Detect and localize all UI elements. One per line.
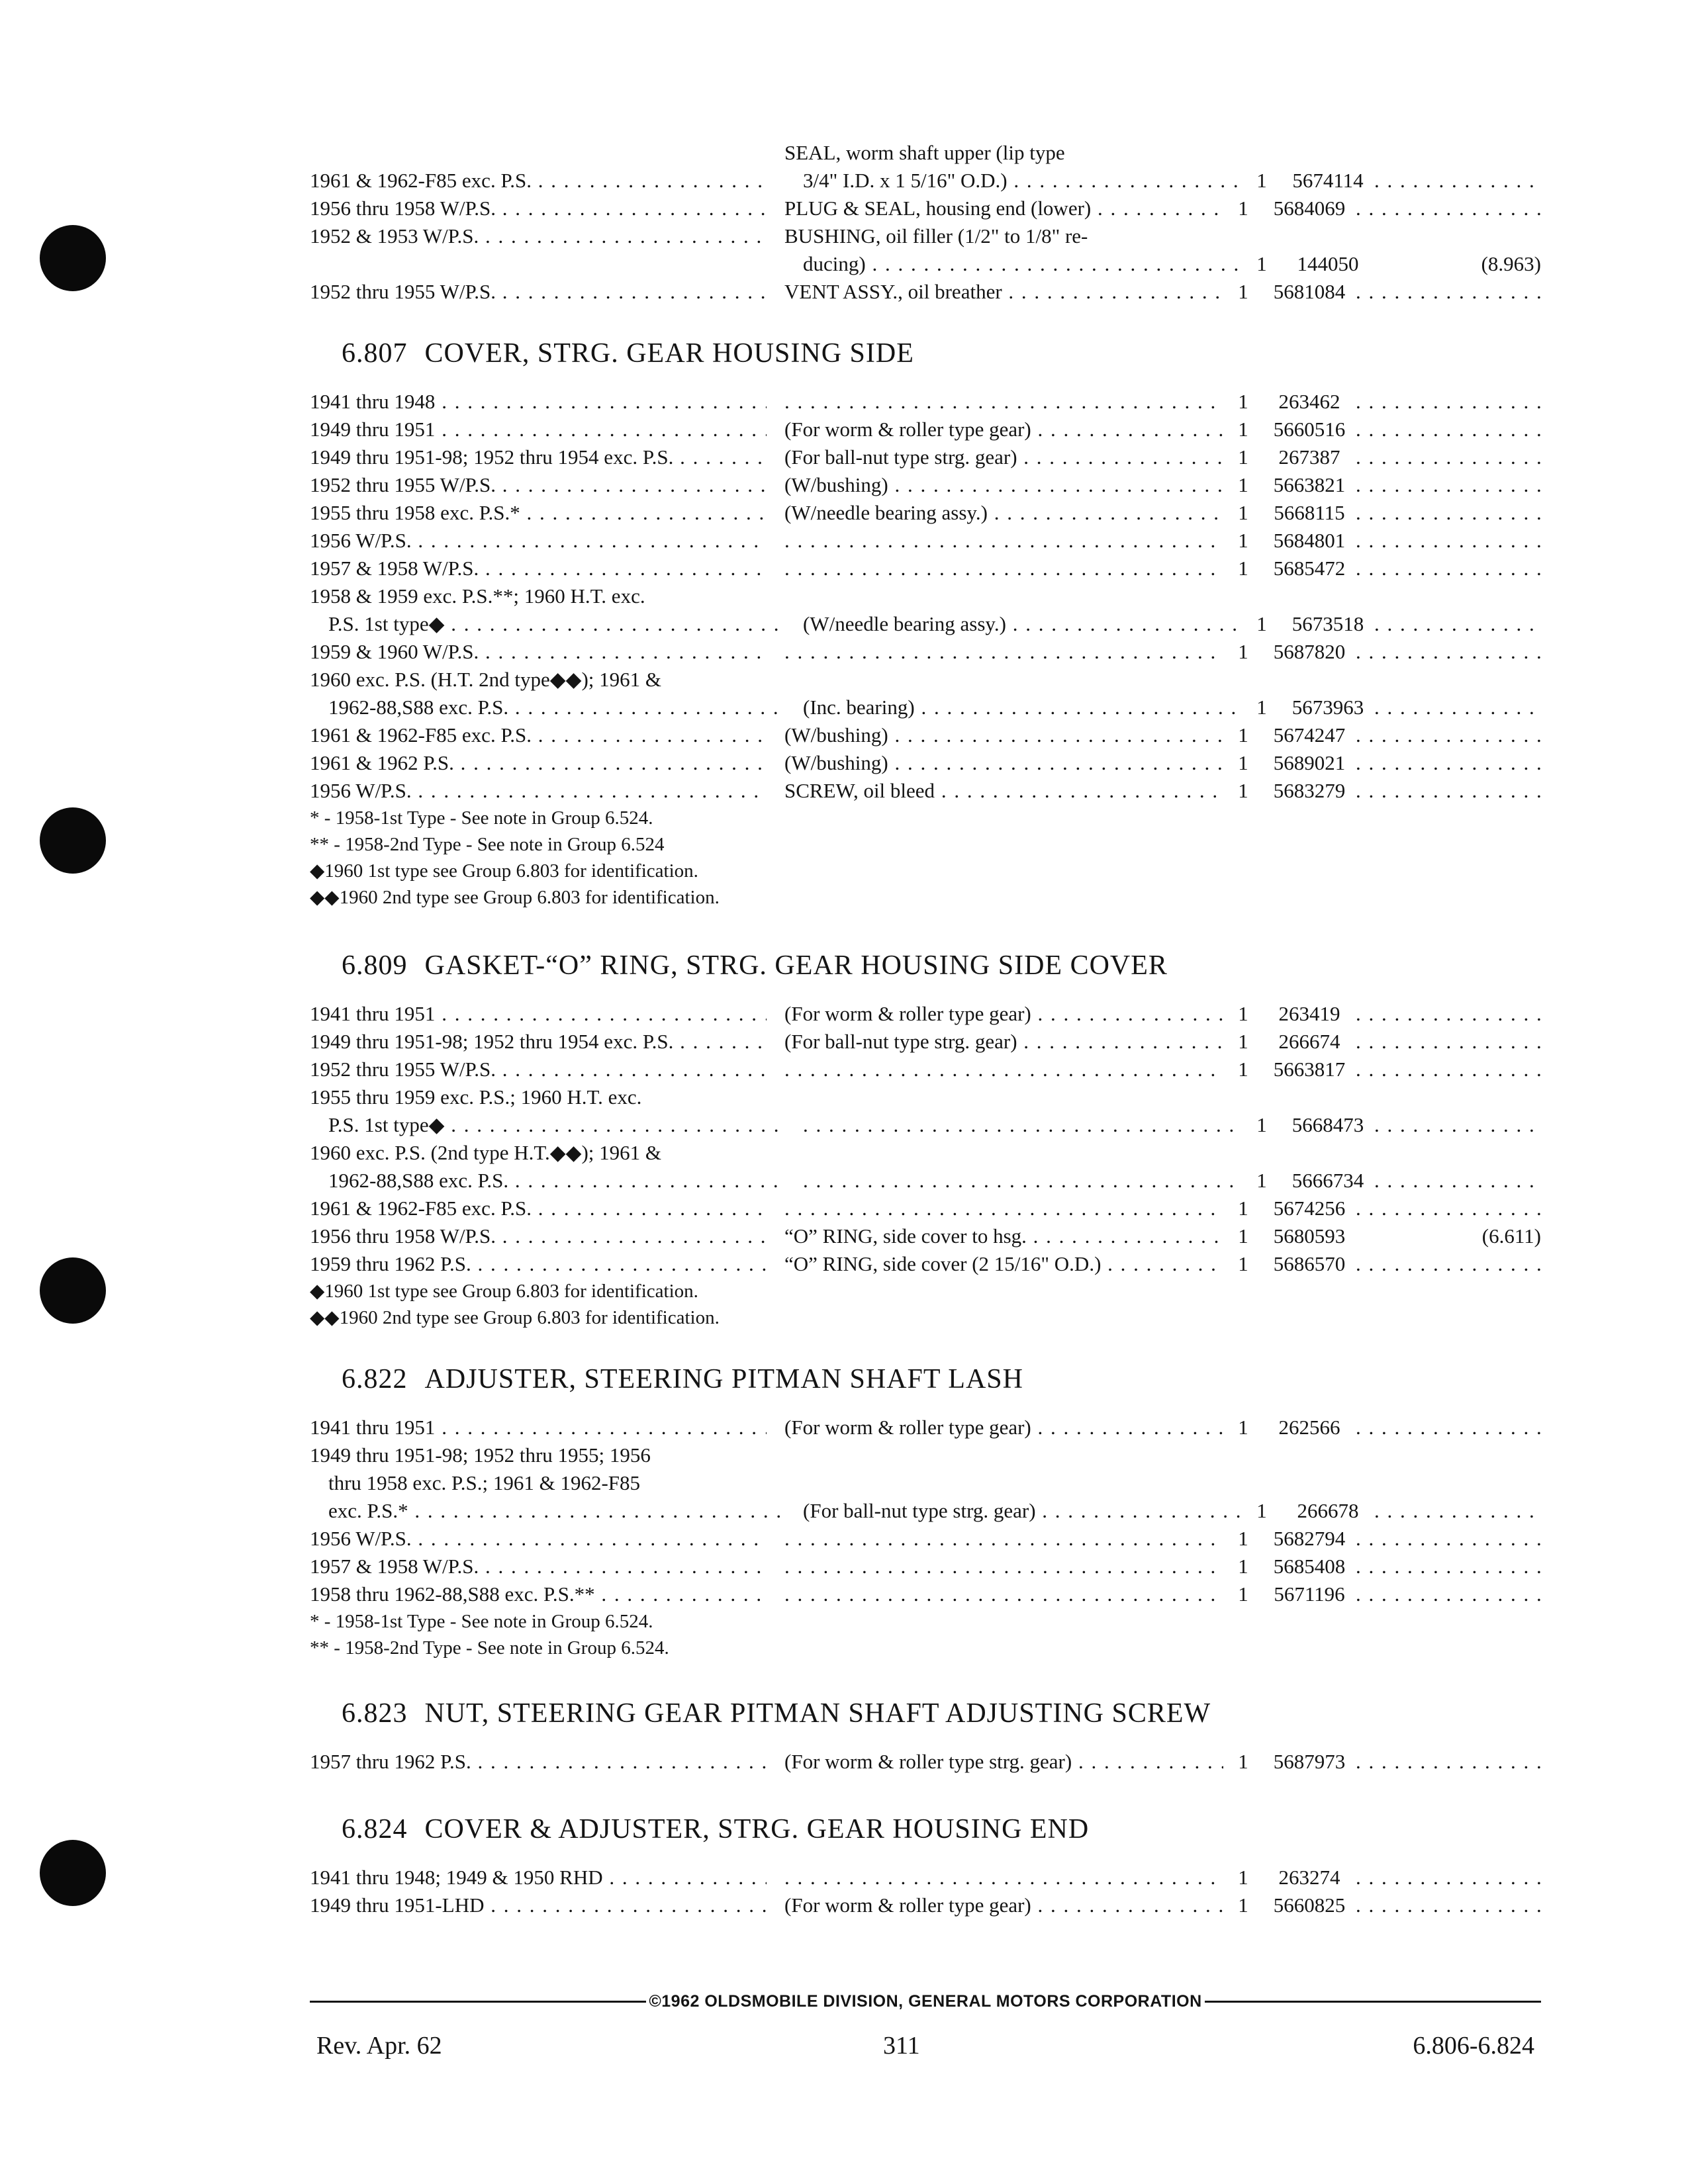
table-row-continuation [310, 1469, 1541, 1497]
section-6-809 [310, 950, 1541, 1331]
part-number-cell: 263462 [1278, 390, 1340, 413]
group-title: ADJUSTER, STEERING PITMAN SHAFT LASH [424, 1364, 1023, 1394]
part-number-cell: 5660825 [1273, 1893, 1346, 1917]
application-line: 1949 thru 1951-98; 1952 thru 1955; 1956 [310, 1443, 651, 1467]
part-number-cell: 5684069 [1273, 197, 1346, 220]
application-cell: 1952 thru 1955 W/P.S. . . . [310, 1056, 767, 1083]
group-title: GASKET-“O” RING, STRG. GEAR HOUSING SIDE COVER [424, 950, 1168, 981]
quantity-cell: 1 [1238, 1527, 1248, 1550]
footer-rule-right [1205, 2001, 1541, 2003]
quantity-cell: 1 [1238, 529, 1248, 552]
group-title: COVER, STRG. GEAR HOUSING SIDE [424, 338, 914, 369]
description-cell [803, 1111, 1242, 1139]
description-cell: (W/needle bearing assy.) . . . [784, 499, 1223, 527]
part-number-cell: 263419 [1278, 1002, 1340, 1025]
table-row-continuation [310, 666, 1541, 694]
application-cell: 1956 W/P.S. . . . [310, 777, 767, 805]
application-cell: 1941 thru 1948; 1949 & 1950 RHD . . . [310, 1864, 767, 1891]
reference-cell [1374, 167, 1541, 195]
application-cell: 1958 thru 1962-88,S88 exc. P.S.** . . . [310, 1580, 767, 1608]
quantity-cell: 1 [1238, 197, 1248, 220]
application-cell: 1957 thru 1962 P.S. . . . [310, 1748, 767, 1776]
part-number-cell: 5680593 [1273, 1224, 1346, 1248]
description-cell [784, 555, 1223, 582]
quantity-cell: 1 [1238, 1416, 1248, 1439]
description-cell: (For worm & roller type strg. gear) . . . [784, 1748, 1223, 1776]
reference-cell [1356, 638, 1541, 666]
table-row [310, 416, 1541, 443]
part-number-cell: 5687973 [1273, 1750, 1346, 1773]
group-number: 6.824 [342, 1814, 408, 1844]
reference-cell [1356, 1525, 1541, 1553]
description-line: SEAL, worm shaft upper (lip type [784, 141, 1065, 164]
table-row-continuation [310, 582, 1541, 610]
table-row [310, 1580, 1541, 1608]
application-cell: 1961 & 1962 P.S. . . . [310, 749, 767, 777]
group-number: 6.823 [342, 1698, 408, 1729]
application-line: 1960 exc. P.S. (H.T. 2nd type◆◆); 1961 & [310, 668, 662, 691]
application-cell: 1957 & 1958 W/P.S. . . . [310, 1553, 767, 1580]
application-cell: 1949 thru 1951-98; 1952 thru 1954 exc. P.S. . . . [310, 443, 767, 471]
copyright-text: ©1962 OLDSMOBILE DIVISION, GENERAL MOTORS CORPORATION [649, 1992, 1202, 2011]
part-number-cell: 5671196 [1274, 1582, 1345, 1606]
description-cell [784, 527, 1223, 555]
quantity-cell: 1 [1238, 1893, 1248, 1917]
application-line: 1960 exc. P.S. (2nd type H.T.◆◆); 1961 & [310, 1141, 662, 1164]
reference-cell [1356, 1580, 1541, 1608]
reference-cell [1374, 1497, 1541, 1525]
part-number-cell: 5660516 [1273, 418, 1346, 441]
application-cell: 1949 thru 1951-LHD . . . [310, 1891, 767, 1919]
table-row [310, 1111, 1541, 1139]
quantity-cell: 1 [1256, 1113, 1267, 1136]
section-6-807 [310, 338, 1541, 911]
description-cell: (For ball-nut type strg. gear) . . . [784, 1028, 1223, 1056]
footer-info [310, 2031, 1541, 2064]
part-number-cell: 5684801 [1273, 529, 1346, 552]
footer-rule-left [310, 2001, 646, 2003]
part-number-cell: 5663817 [1273, 1058, 1346, 1081]
description-cell: (For worm & roller type gear) . . . [784, 1414, 1223, 1441]
reference-cell [1356, 777, 1541, 805]
quantity-cell: 1 [1238, 751, 1248, 774]
group-number: 6.809 [342, 950, 408, 981]
table-row [310, 1222, 1541, 1250]
reference-cell [1356, 1195, 1541, 1222]
reference-cell: (8.963) [1481, 252, 1541, 275]
part-number-cell: 5666734 [1291, 1169, 1364, 1192]
reference-cell [1356, 721, 1541, 749]
table-row [310, 527, 1541, 555]
group-title: NUT, STEERING GEAR PITMAN SHAFT ADJUSTING SCREW [424, 1698, 1211, 1729]
description-cell [784, 1553, 1223, 1580]
table-row [310, 499, 1541, 527]
reference-cell [1356, 499, 1541, 527]
application-line: 1958 & 1959 exc. P.S.**; 1960 H.T. exc. [310, 584, 645, 608]
part-number-cell: 266674 [1278, 1030, 1340, 1053]
section-heading [342, 338, 1541, 369]
description-cell: (For worm & roller type gear) . . . [784, 1891, 1223, 1919]
reference-cell [1356, 1553, 1541, 1580]
quantity-cell: 1 [1238, 1252, 1248, 1275]
table-row [310, 471, 1541, 499]
section-heading [342, 950, 1541, 981]
description-cell: PLUG & SEAL, housing end (lower) . . . [784, 195, 1223, 222]
description-cell [784, 638, 1223, 666]
quantity-cell: 1 [1238, 557, 1248, 580]
application-cell: 1941 thru 1951 . . . [310, 1414, 767, 1441]
reference-cell [1356, 416, 1541, 443]
application-cell: 1959 thru 1962 P.S. . . . [310, 1250, 767, 1278]
description-line: BUSHING, oil filler (1/2" to 1/8" re- [784, 224, 1088, 248]
quantity-cell: 1 [1256, 169, 1267, 192]
description-cell: (W/bushing) . . . [784, 471, 1223, 499]
reference-cell [1356, 749, 1541, 777]
binder-hole-1 [40, 225, 106, 291]
binder-hole-4 [40, 1840, 106, 1906]
table-row [310, 1864, 1541, 1891]
description-cell: (For worm & roller type gear) . . . [784, 416, 1223, 443]
table-row [310, 139, 1541, 167]
application-cell: P.S. 1st type◆ . . . [310, 610, 785, 638]
quantity-cell: 1 [1238, 1002, 1248, 1025]
reference-cell [1356, 1028, 1541, 1056]
binder-hole-2 [40, 807, 106, 874]
quantity-cell: 1 [1238, 1750, 1248, 1773]
binder-hole-3 [40, 1257, 106, 1324]
part-number-cell: 5673518 [1291, 612, 1364, 635]
part-number-cell: 5687820 [1273, 640, 1346, 663]
footnote: ◆◆1960 2nd type see Group 6.803 for identification. [310, 1307, 720, 1328]
reference-cell [1356, 278, 1541, 306]
quantity-cell: 1 [1238, 390, 1248, 413]
reference-cell [1356, 443, 1541, 471]
section-6-823 [310, 1698, 1541, 1776]
description-cell: ducing) . . . [784, 250, 1242, 278]
reference-cell [1374, 1111, 1541, 1139]
reference-cell [1356, 388, 1541, 416]
table-row [310, 443, 1541, 471]
quantity-cell: 1 [1238, 1197, 1248, 1220]
description-cell: SCREW, oil bleed . . . [784, 777, 1223, 805]
application-cell: 1941 thru 1951 . . . [310, 1000, 767, 1028]
reference-cell: (6.611) [1481, 1224, 1541, 1248]
quantity-cell: 1 [1238, 723, 1248, 747]
application-cell: 1955 thru 1958 exc. P.S.* . . . [310, 499, 767, 527]
table-row [310, 1195, 1541, 1222]
description-cell [784, 1195, 1223, 1222]
footnote: * - 1958-1st Type - See note in Group 6.524. [310, 807, 653, 829]
application-cell: 1949 thru 1951 . . . [310, 416, 767, 443]
quantity-cell: 1 [1238, 779, 1248, 802]
table-row [310, 250, 1541, 278]
quantity-cell: 1 [1238, 1555, 1248, 1578]
quantity-cell: 1 [1238, 501, 1248, 524]
part-number-cell: 5685472 [1273, 557, 1346, 580]
section-6-822 [310, 1363, 1541, 1661]
part-number-cell: 5668473 [1291, 1113, 1364, 1136]
part-number-cell: 5682794 [1273, 1527, 1346, 1550]
part-number-cell: 5689021 [1273, 751, 1346, 774]
part-number-cell: 267387 [1278, 445, 1340, 469]
table-row [310, 555, 1541, 582]
table-row [310, 1414, 1541, 1441]
part-number-cell: 5663821 [1273, 473, 1346, 496]
part-number-cell: 5674256 [1273, 1197, 1346, 1220]
table-row [310, 694, 1541, 721]
description-cell: VENT ASSY., oil breather . . . [784, 278, 1223, 306]
reference-cell [1356, 471, 1541, 499]
reference-cell [1356, 1864, 1541, 1891]
table-row [310, 638, 1541, 666]
application-cell: 1962-88,S88 exc. P.S. . . . [310, 694, 785, 721]
application-cell: 1941 thru 1948 . . . [310, 388, 767, 416]
part-number-cell: 5673963 [1291, 696, 1364, 719]
table-row [310, 1028, 1541, 1056]
copyright-line [310, 1992, 1541, 2011]
reference-cell [1356, 1414, 1541, 1441]
group-number: 6.822 [342, 1364, 408, 1394]
part-number-cell: 5683279 [1273, 779, 1346, 802]
quantity-cell: 1 [1238, 640, 1248, 663]
table-row [310, 749, 1541, 777]
table-row [310, 1056, 1541, 1083]
group-title: COVER & ADJUSTER, STRG. GEAR HOUSING END [424, 1814, 1090, 1844]
reference-cell [1374, 1167, 1541, 1195]
section-heading [342, 1698, 1541, 1729]
part-number-cell: 5685408 [1273, 1555, 1346, 1578]
quantity-cell: 1 [1256, 1499, 1267, 1522]
part-number-cell: 5674114 [1292, 169, 1364, 192]
table-row-continuation [310, 1083, 1541, 1111]
table-row [310, 278, 1541, 306]
part-number-cell: 5668115 [1274, 501, 1345, 524]
table-row [310, 721, 1541, 749]
table-row [310, 222, 1541, 250]
footnote: ◆◆1960 2nd type see Group 6.803 for identification. [310, 887, 720, 908]
description-cell: (W/needle bearing assy.) . . . [803, 610, 1242, 638]
table-row-continuation [310, 1139, 1541, 1167]
description-cell: “O” RING, side cover (2 15/16" O.D.) . . . [784, 1250, 1223, 1278]
quantity-cell: 1 [1238, 473, 1248, 496]
application-cell: 1959 & 1960 W/P.S. . . . [310, 638, 767, 666]
application-cell: 1961 & 1962-F85 exc. P.S. . . . [310, 721, 767, 749]
table-row [310, 167, 1541, 195]
section-heading [342, 1363, 1541, 1395]
application-cell: 1957 & 1958 W/P.S. . . . [310, 555, 767, 582]
reference-cell [1356, 195, 1541, 222]
application-cell: 1956 thru 1958 W/P.S. . . . [310, 1222, 767, 1250]
page-number: 311 [883, 2032, 920, 2060]
application-cell: 1961 & 1962-F85 exc. P.S. . . . [310, 167, 767, 195]
description-cell: (For worm & roller type gear) . . . [784, 1000, 1223, 1028]
table-row [310, 1553, 1541, 1580]
application-cell: 1952 & 1953 W/P.S. . . . [310, 222, 767, 250]
part-number-cell: 5686570 [1273, 1252, 1346, 1275]
application-cell: 1952 thru 1955 W/P.S. . . . [310, 471, 767, 499]
description-cell [784, 1056, 1223, 1083]
footnote: ◆1960 1st type see Group 6.803 for identification. [310, 860, 698, 882]
table-row [310, 777, 1541, 805]
reference-cell [1374, 610, 1541, 638]
quantity-cell: 1 [1238, 1582, 1248, 1606]
footnote: ** - 1958-2nd Type - See note in Group 6.524 [310, 834, 665, 855]
application-cell: 1956 W/P.S. . . . [310, 527, 767, 555]
application-line: thru 1958 exc. P.S.; 1961 & 1962-F85 [328, 1471, 641, 1494]
section-heading [342, 1813, 1541, 1845]
quantity-cell: 1 [1238, 418, 1248, 441]
reference-cell [1356, 1891, 1541, 1919]
table-row [310, 1167, 1541, 1195]
quantity-cell: 1 [1238, 1030, 1248, 1053]
description-cell [803, 1167, 1242, 1195]
reference-cell [1356, 1748, 1541, 1776]
quantity-cell: 1 [1238, 1866, 1248, 1889]
table-row [310, 1250, 1541, 1278]
table-row [310, 1497, 1541, 1525]
part-number-cell: 144050 [1297, 252, 1359, 275]
footnote: * - 1958-1st Type - See note in Group 6.524. [310, 1611, 653, 1632]
group-range: 6.806-6.824 [1413, 2032, 1534, 2060]
table-row [310, 610, 1541, 638]
application-cell: 1952 thru 1955 W/P.S. . . . [310, 278, 767, 306]
quantity-cell: 1 [1238, 445, 1248, 469]
description-cell [784, 1580, 1223, 1608]
quantity-cell: 1 [1238, 1224, 1248, 1248]
application-cell: 1956 thru 1958 W/P.S. . . . [310, 195, 767, 222]
part-number-cell: 5681084 [1273, 280, 1346, 303]
table-row [310, 1891, 1541, 1919]
continued-parts-list [310, 139, 1541, 306]
revision-date: Rev. Apr. 62 [316, 2032, 442, 2060]
table-row [310, 1525, 1541, 1553]
quantity-cell: 1 [1238, 1058, 1248, 1081]
description-cell: “O” RING, side cover to hsg. . . . [784, 1222, 1223, 1250]
description-cell [784, 1525, 1223, 1553]
quantity-cell: 1 [1256, 612, 1267, 635]
application-cell: 1949 thru 1951-98; 1952 thru 1954 exc. P.S. . . . [310, 1028, 767, 1056]
description-cell: (For ball-nut type strg. gear) . . . [803, 1497, 1242, 1525]
application-cell: 1956 W/P.S. . . . [310, 1525, 767, 1553]
quantity-cell: 1 [1256, 696, 1267, 719]
description-cell [784, 388, 1223, 416]
part-number-cell: 5674247 [1273, 723, 1346, 747]
description-cell: (Inc. bearing) . . . [803, 694, 1242, 721]
quantity-cell: 1 [1238, 280, 1248, 303]
application-cell: 1962-88,S88 exc. P.S. . . . [310, 1167, 785, 1195]
section-6-824 [310, 1813, 1541, 1919]
reference-cell [1356, 1056, 1541, 1083]
footnote: ◆1960 1st type see Group 6.803 for identification. [310, 1281, 698, 1302]
part-number-cell: 266678 [1297, 1499, 1359, 1522]
quantity-cell: 1 [1256, 1169, 1267, 1192]
description-cell: (W/bushing) . . . [784, 721, 1223, 749]
table-row [310, 195, 1541, 222]
table-row-continuation [310, 1441, 1541, 1469]
application-line: 1955 thru 1959 exc. P.S.; 1960 H.T. exc. [310, 1085, 642, 1109]
description-cell: (For ball-nut type strg. gear) . . . [784, 443, 1223, 471]
footnote: ** - 1958-2nd Type - See note in Group 6.524. [310, 1637, 669, 1659]
description-cell: (W/bushing) . . . [784, 749, 1223, 777]
reference-cell [1356, 527, 1541, 555]
page-footer [310, 1992, 1541, 2064]
application-cell: exc. P.S.* . . . [310, 1497, 785, 1525]
part-number-cell: 263274 [1278, 1866, 1340, 1889]
part-number-cell: 262566 [1278, 1416, 1340, 1439]
reference-cell [1356, 1250, 1541, 1278]
table-row [310, 1000, 1541, 1028]
reference-cell [1356, 1000, 1541, 1028]
quantity-cell: 1 [1256, 252, 1267, 275]
group-number: 6.807 [342, 338, 408, 369]
reference-cell [1356, 555, 1541, 582]
description-cell [784, 1864, 1223, 1891]
reference-cell [1374, 694, 1541, 721]
description-cell: 3/4" I.D. x 1 5/16" O.D.) . . . [784, 167, 1242, 195]
table-row [310, 1748, 1541, 1776]
application-cell: P.S. 1st type◆ . . . [310, 1111, 785, 1139]
application-cell: 1961 & 1962-F85 exc. P.S. . . . [310, 1195, 767, 1222]
table-row [310, 388, 1541, 416]
